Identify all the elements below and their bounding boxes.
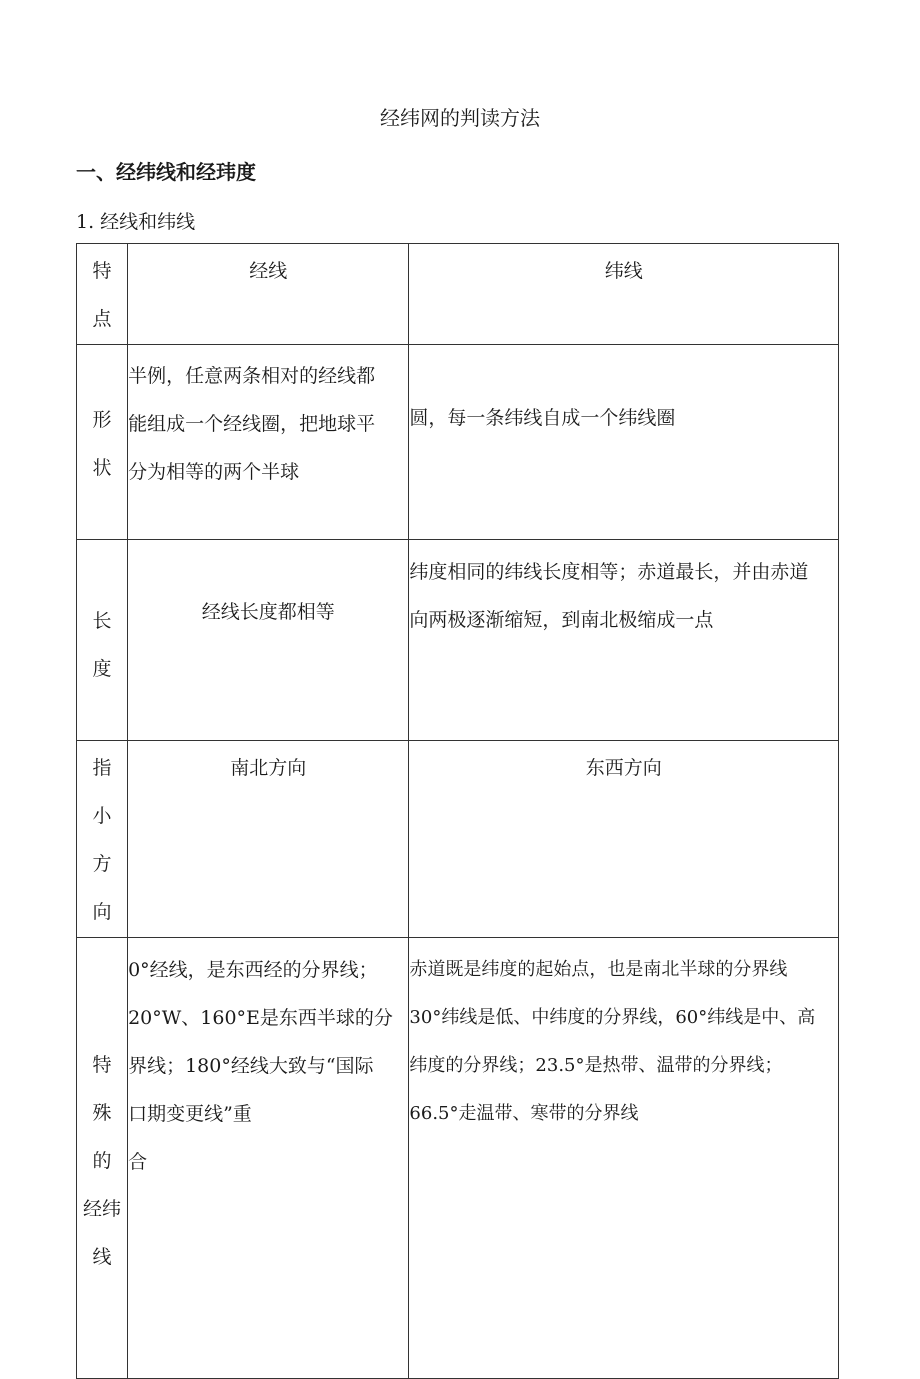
sub-heading: 1. 经线和纬线 bbox=[76, 211, 196, 233]
parallel-length-cell: 纬度相同的纬线长度相等；赤道最长，并由赤道 向两极逐渐缩短，到南北极缩成一点 bbox=[409, 540, 839, 741]
meridian-shape-cell: 半例，任意两条相对的经线都 能组成一个经线圈，把地球平 分为相等的两个半球 bbox=[128, 345, 409, 540]
meridian-parallel-table bbox=[76, 243, 839, 1379]
length-label-cell: 长 度 bbox=[77, 540, 128, 741]
meridian-direction-cell: 南北方向 bbox=[128, 741, 409, 938]
parallel-header: 纬线 bbox=[409, 244, 839, 345]
table-row-special bbox=[77, 938, 839, 1379]
parallel-special-cell: 赤道既是纬度的起始点，也是南北半球的分界线 30°纬线是低、中纬度的分界线，60°纬线是中、高 纬度的分界线；23.5°是热带、温带的分界线； 66.5°走温带、寒带的分界线 bbox=[409, 938, 839, 1379]
parallel-direction-cell: 东西方向 bbox=[409, 741, 839, 938]
table-header-row bbox=[77, 244, 839, 345]
parallel-shape-cell: 圆，每一条纬线自成一个纬线圈 bbox=[409, 345, 839, 540]
meridian-length-cell: 经线长度都相等 bbox=[128, 540, 409, 741]
document-title: 经纬网的判读方法 bbox=[380, 106, 540, 130]
table-row-length bbox=[77, 540, 839, 741]
direction-label-cell: 指 小 方 向 bbox=[77, 741, 128, 938]
feature-label-cell: 特 点 bbox=[77, 244, 128, 345]
meridian-special-cell: 0°经线，是东西经的分界线； 20°W、160°E是东西半球的分 界线；180°经线大致与“国际 口期变更线”重 合 bbox=[128, 938, 409, 1379]
table-row-direction bbox=[77, 741, 839, 938]
meridian-header: 经线 bbox=[128, 244, 409, 345]
table-row-shape bbox=[77, 345, 839, 540]
section-heading: 一、经纬线和经玮度 bbox=[76, 160, 256, 184]
special-label-cell: 特 殊 的 经纬 线 bbox=[77, 938, 128, 1379]
shape-label-cell: 形 状 bbox=[77, 345, 128, 540]
